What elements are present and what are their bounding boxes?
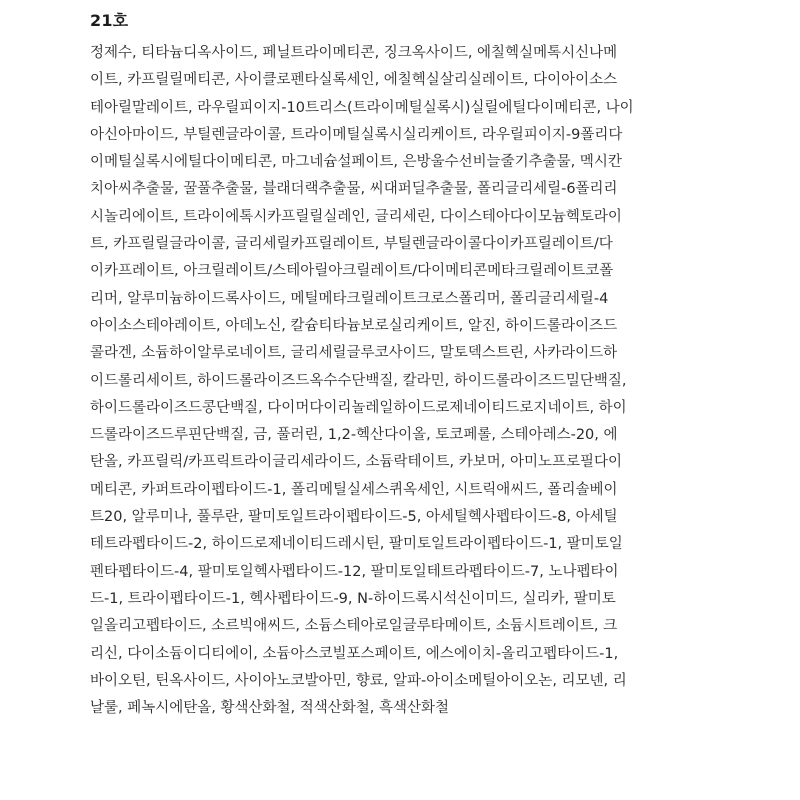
ingredients-line: 정제수, 티타늄디옥사이드, 페닐트라이메티콘, 징크옥사이드, 에칠헥실메톡시신나메 xyxy=(90,45,618,61)
ingredients-line: 드-1, 트라이펩타이드-1, 헥사펩타이드-9, N-하이드록시석신이미드, 실리카, 팔미토 xyxy=(90,590,616,607)
ingredients-line: 이카프레이트, 아크릴레이트/스테아릴아크릴레이트/다이메티콘메타크릴레이트코폴 xyxy=(90,263,614,280)
ingredients-line: 치아씨추출물, 꿀풀추출물, 블래더랙추출물, 씨대퍼딜추출물, 폴리글리세릴-6폴리리 xyxy=(90,181,618,198)
ingredients-line: 메티콘, 카퍼트라이펩타이드-1, 폴리메틸실세스퀴옥세인, 시트릭애씨드, 폴리솔베이 xyxy=(90,481,618,498)
ingredients-line: 날룰, 페녹시에탄올, 황색산화철, 적색산화철, 흑색산화철 xyxy=(90,700,450,717)
shade-heading: 21호 xyxy=(90,11,129,30)
ingredients-line: 아이소스테아레이트, 아데노신, 칼슘티타늄보로실리케이트, 알진, 하이드롤라이즈드 xyxy=(90,317,618,334)
ingredients-line: 바이오틴, 틴옥사이드, 사이아노코발아민, 향료, 알파-아이소메틸아이오논, 리모넨, 리 xyxy=(90,672,627,689)
ingredients-line: 드롤라이즈드루핀단백질, 금, 풀러린, 1,2-헥산다이올, 토코페롤, 스테아레스-20, 에 xyxy=(90,427,618,444)
ingredients-line: 이드롤리세이트, 하이드롤라이즈드옥수수단백질, 칼라민, 하이드롤라이즈드밀단백질, xyxy=(90,372,627,389)
ingredients-line: 이트, 카프릴릴메티콘, 사이클로펜타실록세인, 에칠헥실살리실레이트, 다이아이소스 xyxy=(90,72,618,89)
ingredients-line: 하이드롤라이즈드콩단백질, 다이머다이리놀레일하이드로제네이티드로지네이트, 하이 xyxy=(90,399,627,416)
ingredients-line: 펜타펩타이드-4, 팔미토일헥사펩타이드-12, 팔미토일테트라펩타이드-7, 노나펩타이 xyxy=(90,563,619,580)
ingredients-line: 트20, 알루미나, 풀루란, 팔미토일트라이펩타이드-5, 아세틸헥사펩타이드-8, 아세틸 xyxy=(90,509,618,526)
ingredients-line: 리머, 알루미늄하이드록사이드, 메틸메타크릴레이트크로스폴리머, 폴리글리세릴-4 xyxy=(90,290,609,307)
ingredients-line: 테아릴말레이트, 라우릴피이지-10트리스(트라이메틸실록시)실릴에틸다이메티콘, 나이 xyxy=(90,99,634,116)
ingredients-line: 콜라겐, 소듐하이알루로네이트, 글리세릴글루코사이드, 말토덱스트린, 사카라이드하 xyxy=(90,345,618,362)
ingredients-line: 일올리고펩타이드, 소르빅애씨드, 소듐스테아로일글루타메이트, 소듐시트레이트, 크 xyxy=(90,618,618,635)
ingredients-line: 시놀리에이트, 트라이에톡시카프릴릴실레인, 글리세린, 다이스테아다이모늄헥토라이 xyxy=(90,208,622,225)
ingredients-line: 아신아마이드, 부틸렌글라이콜, 트라이메틸실록시실리케이트, 라우릴피이지-9폴리다 xyxy=(90,126,623,143)
ingredients-line: 테트라펩타이드-2, 하이드로제네이티드레시틴, 팔미토일트라이펩타이드-1, 팔미토일 xyxy=(90,536,623,553)
ingredients-line: 트, 카프릴릴글라이콜, 글리세릴카프릴레이트, 부틸렌글라이콜다이카프릴레이트/다 xyxy=(90,236,613,253)
ingredients-line: 이메틸실록시에틸다이메티콘, 마그네슘설페이트, 은방울수선비늘줄기추출물, 멕시칸 xyxy=(90,154,622,171)
ingredients-text xyxy=(90,40,634,722)
ingredients-line: 탄올, 카프릴릭/카프릭트라이글리세라이드, 소듐락테이트, 카보머, 아미노프로필다이 xyxy=(90,454,623,471)
ingredients-line: 리신, 다이소듐이디티에이, 소듐아스코빌포스페이트, 에스에이치-올리고펩타이드-1, xyxy=(90,645,619,662)
